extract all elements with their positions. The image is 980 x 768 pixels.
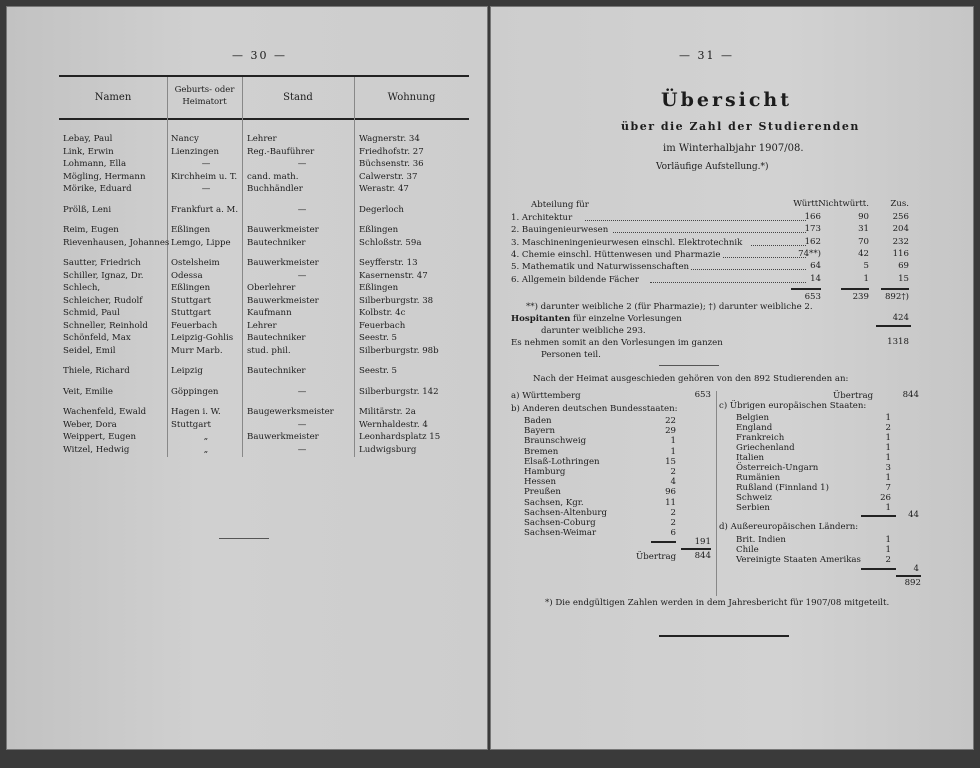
- state-value: 11: [665, 497, 676, 508]
- column-divider: [167, 77, 168, 457]
- value-wuertt: 162: [804, 236, 821, 247]
- country-value: 2: [885, 555, 891, 565]
- department-name: 3. Maschineningenieurwesen einschl. Elektrotechnik: [511, 237, 743, 248]
- cell-profession: Bautechniker: [247, 366, 306, 376]
- cell-name: Schlech,: [63, 283, 101, 293]
- cell-profession: Bauwerkmeister: [247, 295, 319, 306]
- sum-value: 239: [852, 292, 869, 302]
- country-value: 1: [885, 545, 891, 555]
- state-name: Sachsen-Altenburg: [524, 507, 607, 518]
- cell-address: Calwerstr. 37: [359, 171, 418, 182]
- country-value: 1: [885, 413, 891, 423]
- category-a-value: 653: [694, 390, 711, 400]
- column-header: Württ.: [793, 199, 821, 209]
- hospitanten-label: Hospitanten: [511, 314, 571, 324]
- value-wuertt: 64: [810, 261, 821, 272]
- sum-value: 653: [804, 292, 821, 302]
- state-name: Baden: [524, 416, 552, 426]
- state-value: 96: [665, 487, 676, 498]
- cell-origin: Murr Marb.: [171, 345, 223, 356]
- cell-profession: Baugewerksmeister: [247, 407, 334, 417]
- cell-address: Degerloch: [359, 204, 404, 215]
- cell-address: Friedhofstr. 27: [359, 146, 424, 157]
- cell-name: Mögling, Hermann: [63, 171, 146, 182]
- category-d: d) Außereuropäischen Ländern:: [719, 522, 859, 532]
- column-header: Zus.: [890, 199, 909, 209]
- department-name: 6. Allgemein bildende Fächer: [511, 274, 639, 285]
- country-name: England: [736, 423, 773, 433]
- state-value: 6: [670, 528, 676, 539]
- cell-address: Ludwigsburg: [359, 444, 417, 455]
- category-b-total: 191: [694, 537, 711, 547]
- department-name: 1. Architektur: [511, 213, 573, 223]
- value-total: 256: [892, 212, 909, 222]
- sum-rule: [841, 288, 869, 290]
- cell-profession: —: [297, 270, 307, 281]
- carry-value: 844: [694, 551, 711, 561]
- country-name: Vereinigte Staaten Amerikas: [736, 555, 861, 565]
- cell-name: Reim, Eugen: [63, 225, 119, 235]
- cell-origin: Frankfurt a. M.: [171, 204, 239, 215]
- country-name: Brit. Indien: [736, 535, 786, 545]
- cell-origin: „: [203, 444, 209, 455]
- cell-name: Witzel, Hedwig: [63, 444, 130, 455]
- cell-profession: Kaufmann: [247, 308, 292, 318]
- footnote: **) darunter weibliche 2 (für Pharmazie); †) darunter weibliche 2.: [526, 302, 813, 312]
- column-header: Nichtwürtt.: [818, 199, 869, 209]
- department-name: 5. Mathematik und Naturwissenschaften: [511, 262, 690, 273]
- cell-profession: Bautechniker: [247, 237, 306, 248]
- cell-profession: Bauwerkmeister: [247, 432, 319, 442]
- cell-profession: Bautechniker: [247, 333, 306, 343]
- cell-origin: —: [201, 184, 211, 194]
- country-name: Italien: [736, 453, 765, 463]
- cell-address: Werastr. 47: [359, 184, 409, 194]
- value-nichtwuertt: 90: [858, 212, 869, 222]
- column-divider: [242, 77, 243, 457]
- cell-origin: Kirchheim u. T.: [171, 171, 238, 182]
- final-note: *) Die endgültigen Zahlen werden in dem Jahresbericht für 1907/08 mitgeteilt.: [545, 598, 890, 608]
- cell-name: Prölß, Leni: [63, 204, 112, 215]
- country-name: Frankreich: [736, 433, 785, 443]
- cell-origin: Göppingen: [171, 386, 219, 397]
- cell-profession: —: [297, 419, 307, 430]
- state-value: 2: [670, 467, 676, 477]
- cell-name: Lebay, Paul: [63, 134, 113, 144]
- cell-address: Wagnerstr. 34: [359, 134, 420, 144]
- state-value: 1: [670, 446, 676, 457]
- cell-origin: Lienzingen: [171, 146, 220, 157]
- column-divider: [354, 77, 355, 457]
- state-name: Sachsen-Coburg: [524, 518, 596, 528]
- total-text: Personen teil.: [541, 350, 601, 360]
- column-header: Namen: [94, 92, 132, 103]
- carry-value: 844: [902, 390, 919, 400]
- cell-name: Sautter, Friedrich: [63, 258, 141, 268]
- page-number: — 30 —: [232, 49, 287, 62]
- country-name: Rußland (Finnland 1): [736, 483, 829, 493]
- hospitanten-female: darunter weibliche 293.: [541, 326, 646, 336]
- value-wuertt: 74**): [798, 248, 821, 259]
- cell-origin: Stuttgart: [171, 419, 211, 430]
- carry-label: Übertrag: [636, 552, 677, 562]
- carry-label: Übertrag: [833, 391, 874, 401]
- state-value: 2: [670, 518, 676, 528]
- cell-origin: Nancy: [171, 134, 199, 144]
- cell-name: Schönfeld, Max: [63, 333, 131, 343]
- cell-name: Schiller, Ignaz, Dr.: [63, 270, 144, 281]
- cell-profession: Reg.-Bauführer: [247, 146, 315, 157]
- cell-origin: Eßlingen: [171, 225, 211, 235]
- provisional-note: Vorläufige Aufstellung.*): [656, 162, 769, 172]
- country-name: Belgien: [736, 413, 770, 423]
- cell-name: Mörike, Eduard: [63, 184, 132, 194]
- sum-rule: [896, 575, 921, 577]
- department-name: 4. Chemie einschl. Hüttenwesen und Pharmazie: [511, 249, 721, 260]
- cell-address: Feuerbach: [359, 320, 406, 331]
- sum-rule: [681, 548, 711, 550]
- state-value: 29: [665, 426, 676, 437]
- state-name: Bremen: [524, 446, 559, 457]
- value-total: 232: [892, 236, 909, 247]
- cell-address: Silberburgstr. 142: [359, 386, 439, 397]
- cell-address: Schloßstr. 59a: [359, 237, 422, 248]
- sum-rule: [651, 541, 676, 543]
- value-nichtwuertt: 42: [858, 248, 869, 259]
- cell-address: Silberburgstr. 98b: [359, 345, 439, 356]
- cell-address: Seestr. 5: [359, 333, 398, 343]
- state-value: 22: [665, 416, 676, 426]
- cell-address: Kasernenstr. 47: [359, 270, 428, 281]
- country-name: Chile: [736, 545, 759, 555]
- cell-address: Silberburgstr. 38: [359, 295, 434, 306]
- country-value: 1: [885, 473, 891, 483]
- total-value: 1318: [887, 337, 909, 347]
- cell-name: Weber, Dora: [63, 419, 117, 430]
- semester: im Winterhalbjahr 1907/08.: [663, 143, 804, 154]
- country-value: 1: [885, 503, 891, 513]
- cell-profession: Lehrer: [247, 134, 277, 144]
- divider: [59, 118, 469, 120]
- sum-rule: [791, 288, 821, 290]
- right-page: [490, 6, 974, 750]
- state-name: Preußen: [524, 487, 561, 498]
- cell-origin: Lemgo, Lippe: [171, 237, 231, 248]
- country-value: 1: [885, 453, 891, 463]
- cell-address: Kolbstr. 4c: [359, 308, 406, 318]
- value-nichtwuertt: 70: [858, 236, 869, 247]
- ornament-line: [659, 635, 789, 637]
- divider: [59, 75, 469, 77]
- state-name: Hamburg: [524, 467, 566, 477]
- category-d-total: 4: [913, 564, 919, 574]
- column-divider: [716, 391, 717, 596]
- country-value: 1: [885, 535, 891, 545]
- sum-value: 892†): [884, 292, 909, 302]
- cell-profession: —: [297, 159, 307, 169]
- section-heading: Nach der Heimat ausgeschieden gehören von den 892 Studierenden an:: [533, 374, 849, 384]
- category-b: b) Anderen deutschen Bundesstaaten:: [511, 404, 678, 414]
- value-total: 69: [898, 261, 909, 272]
- state-name: Elsaß-Lothringen: [524, 456, 600, 467]
- cell-name: Thiele, Richard: [63, 366, 130, 376]
- state-name: Sachsen, Kgr.: [524, 497, 584, 508]
- value-total: 15: [898, 273, 909, 284]
- cell-profession: Oberlehrer: [247, 283, 296, 293]
- value-total: 116: [892, 248, 909, 259]
- page-title: Übersicht: [661, 89, 793, 111]
- cell-address: Leonhardsplatz 15: [359, 432, 441, 442]
- state-value: 4: [670, 477, 676, 488]
- cell-profession: Lehrer: [247, 320, 277, 331]
- cell-profession: stud. phil.: [247, 345, 291, 356]
- cell-address: Wernhaldestr. 4: [359, 419, 428, 430]
- cell-name: Schmid, Paul: [63, 308, 120, 318]
- cell-address: Seestr. 5: [359, 366, 398, 376]
- state-value: 15: [665, 456, 676, 467]
- cell-name: Schleicher, Rudolf: [63, 295, 143, 306]
- cell-name: Seidel, Emil: [63, 345, 116, 356]
- cell-origin: Leipzig-Gohlis: [171, 333, 234, 343]
- state-value: 2: [670, 507, 676, 518]
- grand-total: 892: [904, 578, 921, 588]
- country-name: Rumänien: [736, 473, 781, 483]
- state-name: Braunschweig: [524, 436, 587, 447]
- cell-origin: Odessa: [171, 270, 203, 281]
- country-name: Österreich-Ungarn: [736, 463, 819, 473]
- cell-address: Büchsenstr. 36: [359, 159, 424, 169]
- cell-name: Weippert, Eugen: [63, 432, 137, 442]
- cell-address: Seyfferstr. 13: [359, 258, 418, 268]
- cell-origin: —: [201, 159, 211, 169]
- cell-origin: Hagen i. W.: [171, 407, 221, 417]
- value-nichtwuertt: 5: [863, 261, 869, 272]
- cell-address: Eßlingen: [359, 225, 399, 235]
- cell-origin: Ostelsheim: [171, 258, 220, 268]
- column-header: Geburts- oder Heimatort: [174, 85, 235, 107]
- sum-rule: [881, 288, 909, 290]
- value-wuertt: 166: [804, 212, 821, 222]
- left-page: [6, 6, 488, 750]
- cell-origin: Feuerbach: [171, 320, 218, 331]
- state-name: Hessen: [524, 477, 557, 488]
- subtitle: über die Zahl der Studierenden: [621, 120, 860, 133]
- value-wuertt: 173: [804, 224, 821, 235]
- divider: [219, 538, 269, 539]
- cell-profession: —: [297, 204, 307, 215]
- state-name: Bayern: [524, 426, 556, 437]
- column-header: Wohnung: [387, 92, 436, 103]
- cell-profession: Buchhändler: [247, 184, 303, 194]
- cell-name: Schneller, Reinhold: [63, 320, 148, 331]
- state-name: Sachsen-Weimar: [524, 528, 597, 539]
- country-value: 3: [885, 463, 891, 473]
- cell-origin: Stuttgart: [171, 295, 211, 306]
- cell-address: Militärstr. 2a: [359, 407, 416, 417]
- country-name: Griechenland: [736, 443, 795, 453]
- value-nichtwuertt: 31: [858, 224, 869, 235]
- cell-name: Veit, Emilie: [63, 386, 113, 397]
- country-value: 1: [885, 433, 891, 443]
- hospitanten-value: 424: [892, 313, 909, 323]
- hospitanten-text: für einzelne Vorlesungen: [573, 314, 682, 324]
- state-value: 1: [670, 436, 676, 447]
- cell-profession: —: [297, 386, 307, 397]
- cell-name: Link, Erwin: [63, 146, 114, 157]
- cell-name: Wachenfeld, Ewald: [63, 407, 147, 417]
- country-value: 1: [885, 443, 891, 453]
- country-name: Schweiz: [736, 493, 772, 503]
- value-total: 204: [892, 224, 909, 235]
- country-name: Serbien: [736, 503, 770, 513]
- column-header: Stand: [283, 92, 313, 103]
- value-nichtwuertt: 1: [863, 273, 869, 284]
- page-number: — 31 —: [679, 49, 734, 62]
- cell-address: Eßlingen: [359, 283, 399, 293]
- country-value: 2: [885, 423, 891, 433]
- total-text: Es nehmen somit an den Vorlesungen im ganzen: [511, 338, 723, 348]
- cell-profession: Bauwerkmeister: [247, 258, 319, 268]
- sum-rule: [876, 325, 911, 327]
- cell-name: Lohmann, Ella: [63, 159, 127, 169]
- department-name: 2. Bauingenieurwesen: [511, 225, 609, 236]
- divider: [659, 365, 719, 366]
- country-value: 26: [880, 493, 891, 503]
- cell-profession: —: [297, 444, 307, 455]
- cell-origin: Eßlingen: [171, 283, 211, 293]
- value-wuertt: 14: [810, 273, 821, 284]
- category-c: c) Übrigen europäischen Staaten:: [719, 401, 867, 411]
- country-value: 7: [885, 483, 891, 493]
- cell-name: Rievenhausen, Johannes: [63, 237, 170, 248]
- cell-profession: Bauwerkmeister: [247, 225, 319, 235]
- category-c-total: 44: [908, 510, 919, 520]
- cell-origin: „: [203, 432, 209, 442]
- cell-origin: Leipzig: [171, 366, 203, 376]
- column-header: Abteilung für: [531, 200, 589, 210]
- cell-profession: cand. math.: [247, 171, 299, 182]
- cell-origin: Stuttgart: [171, 308, 211, 318]
- category-a: a) Württemberg: [511, 391, 581, 401]
